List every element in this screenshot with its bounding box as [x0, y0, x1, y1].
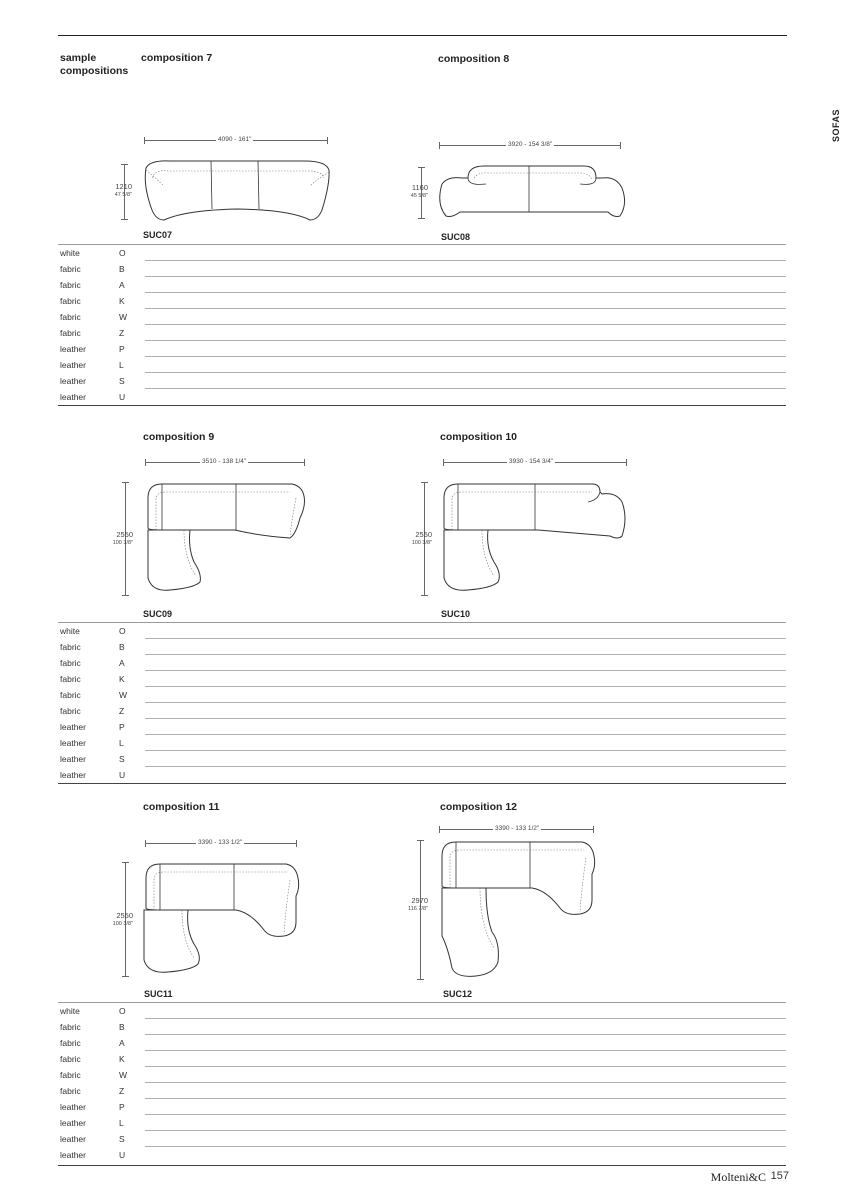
composition-title: composition 10 — [440, 431, 518, 443]
material-label: fabric — [60, 1022, 81, 1032]
material-label: fabric — [60, 690, 81, 700]
row-line — [145, 1098, 786, 1099]
width-dimension: 3930 - 154 3/4" — [509, 458, 554, 465]
section-bottom-rule — [58, 405, 786, 406]
sofa-drawing-suc09 — [140, 478, 315, 600]
price-code: O — [119, 248, 126, 258]
price-code: K — [119, 1054, 125, 1064]
material-label: fabric — [60, 658, 81, 668]
material-label: fabric — [60, 264, 81, 274]
depth-dimension: 1160 45 5/8" — [410, 183, 428, 199]
price-code: U — [119, 392, 126, 402]
brand-logo: Molteni&C — [710, 1170, 766, 1184]
depth-dimension: 2550 100 3/8" — [112, 530, 133, 546]
depth-dimension: 2550 100 3/8" — [112, 911, 133, 927]
sofa-drawing-suc08 — [434, 160, 629, 222]
price-code: O — [119, 1006, 126, 1016]
sofa-drawing-suc11 — [140, 858, 305, 980]
table-top-rule — [58, 244, 786, 245]
material-label: fabric — [60, 296, 81, 306]
price-code: L — [119, 738, 124, 748]
material-label: fabric — [60, 642, 81, 652]
row-line — [145, 276, 786, 277]
price-code: A — [119, 658, 125, 668]
material-label: white — [60, 248, 80, 258]
composition-code: SUC10 — [441, 609, 471, 619]
price-code: W — [119, 690, 128, 700]
price-code: P — [119, 1102, 125, 1112]
row-line — [145, 308, 786, 309]
sofa-drawing-suc07 — [140, 158, 335, 226]
row-line — [145, 1114, 786, 1115]
material-label: fabric — [60, 328, 81, 338]
composition-title: composition 9 — [143, 431, 215, 443]
price-code: U — [119, 770, 126, 780]
row-line — [145, 356, 786, 357]
material-label: leather — [60, 1150, 86, 1160]
price-code: S — [119, 376, 125, 386]
sample-compositions-heading: sample compositions — [60, 52, 129, 77]
price-code: S — [119, 1134, 125, 1144]
price-code: O — [119, 626, 126, 636]
row-line — [145, 292, 786, 293]
sofa-drawing-suc10 — [438, 478, 633, 600]
price-code: K — [119, 296, 125, 306]
material-label: white — [60, 626, 80, 636]
material-label: fabric — [60, 1054, 81, 1064]
row-line — [145, 1034, 786, 1035]
row-line — [145, 388, 786, 389]
section-bottom-rule — [58, 1165, 786, 1166]
price-code: P — [119, 722, 125, 732]
price-code: P — [119, 344, 125, 354]
material-label: fabric — [60, 280, 81, 290]
price-code: L — [119, 360, 124, 370]
material-label: leather — [60, 722, 86, 732]
material-label: fabric — [60, 706, 81, 716]
material-label: leather — [60, 360, 86, 370]
row-line — [145, 324, 786, 325]
width-dimension: 3510 - 138 1/4" — [202, 458, 247, 465]
width-dimension: 3390 - 133 1/2" — [198, 839, 243, 846]
material-label: leather — [60, 392, 86, 402]
price-code: S — [119, 754, 125, 764]
composition-code: SUC08 — [441, 232, 471, 242]
row-line — [145, 1130, 786, 1131]
composition-title: composition 12 — [440, 801, 518, 813]
price-code: K — [119, 674, 125, 684]
price-code: L — [119, 1118, 124, 1128]
composition-code: SUC12 — [443, 989, 473, 999]
side-tab-label: SOFAS — [831, 108, 841, 142]
material-label: fabric — [60, 1086, 81, 1096]
material-label: leather — [60, 1118, 86, 1128]
material-label: leather — [60, 738, 86, 748]
side-tab — [819, 98, 841, 148]
price-code: U — [119, 1150, 126, 1160]
material-label: white — [60, 1006, 80, 1016]
row-line — [145, 1146, 786, 1147]
row-line — [145, 750, 786, 751]
row-line — [145, 654, 786, 655]
section-bottom-rule — [58, 783, 786, 784]
row-line — [145, 372, 786, 373]
material-label: leather — [60, 754, 86, 764]
width-dimension: 3920 - 154 3/8" — [508, 141, 553, 148]
row-line — [145, 734, 786, 735]
row-line — [145, 686, 786, 687]
price-code: Z — [119, 328, 125, 338]
row-line — [145, 1082, 786, 1083]
row-line — [145, 340, 786, 341]
width-dimension: 3390 - 133 1/2" — [495, 825, 540, 832]
row-line — [145, 260, 786, 261]
row-line — [145, 718, 786, 719]
depth-dimension: 1210 47 5/8" — [114, 182, 132, 198]
price-code: B — [119, 1022, 125, 1032]
material-label: fabric — [60, 1038, 81, 1048]
row-line — [145, 670, 786, 671]
sofa-drawing-suc12 — [436, 836, 601, 982]
page-number: 157 — [770, 1170, 789, 1182]
material-label: leather — [60, 770, 86, 780]
material-label: leather — [60, 1102, 86, 1112]
price-code: A — [119, 280, 125, 290]
price-code: B — [119, 642, 125, 652]
table-top-rule — [58, 1002, 786, 1003]
material-label: leather — [60, 344, 86, 354]
material-label: leather — [60, 376, 86, 386]
depth-dimension: 2550 100 3/8" — [411, 530, 432, 546]
row-line — [145, 766, 786, 767]
depth-dimension: 2970 116 7/8" — [408, 896, 428, 912]
price-code: B — [119, 264, 125, 274]
row-line — [145, 702, 786, 703]
width-dimension: 4090 - 161" — [218, 136, 252, 143]
table-top-rule — [58, 622, 786, 623]
material-label: fabric — [60, 1070, 81, 1080]
composition-title: composition 7 — [141, 52, 213, 64]
composition-code: SUC07 — [143, 230, 173, 240]
composition-code: SUC11 — [144, 989, 173, 999]
row-line — [145, 1066, 786, 1067]
composition-title: composition 11 — [143, 801, 220, 813]
price-code: A — [119, 1038, 125, 1048]
material-label: fabric — [60, 674, 81, 684]
price-code: Z — [119, 706, 125, 716]
row-line — [145, 1050, 786, 1051]
material-label: fabric — [60, 312, 81, 322]
price-code: W — [119, 312, 128, 322]
row-line — [145, 1018, 786, 1019]
row-line — [145, 638, 786, 639]
price-code: Z — [119, 1086, 125, 1096]
material-label: leather — [60, 1134, 86, 1144]
price-code: W — [119, 1070, 128, 1080]
composition-code: SUC09 — [143, 609, 173, 619]
top-rule — [58, 35, 787, 36]
composition-title: composition 8 — [438, 53, 510, 65]
